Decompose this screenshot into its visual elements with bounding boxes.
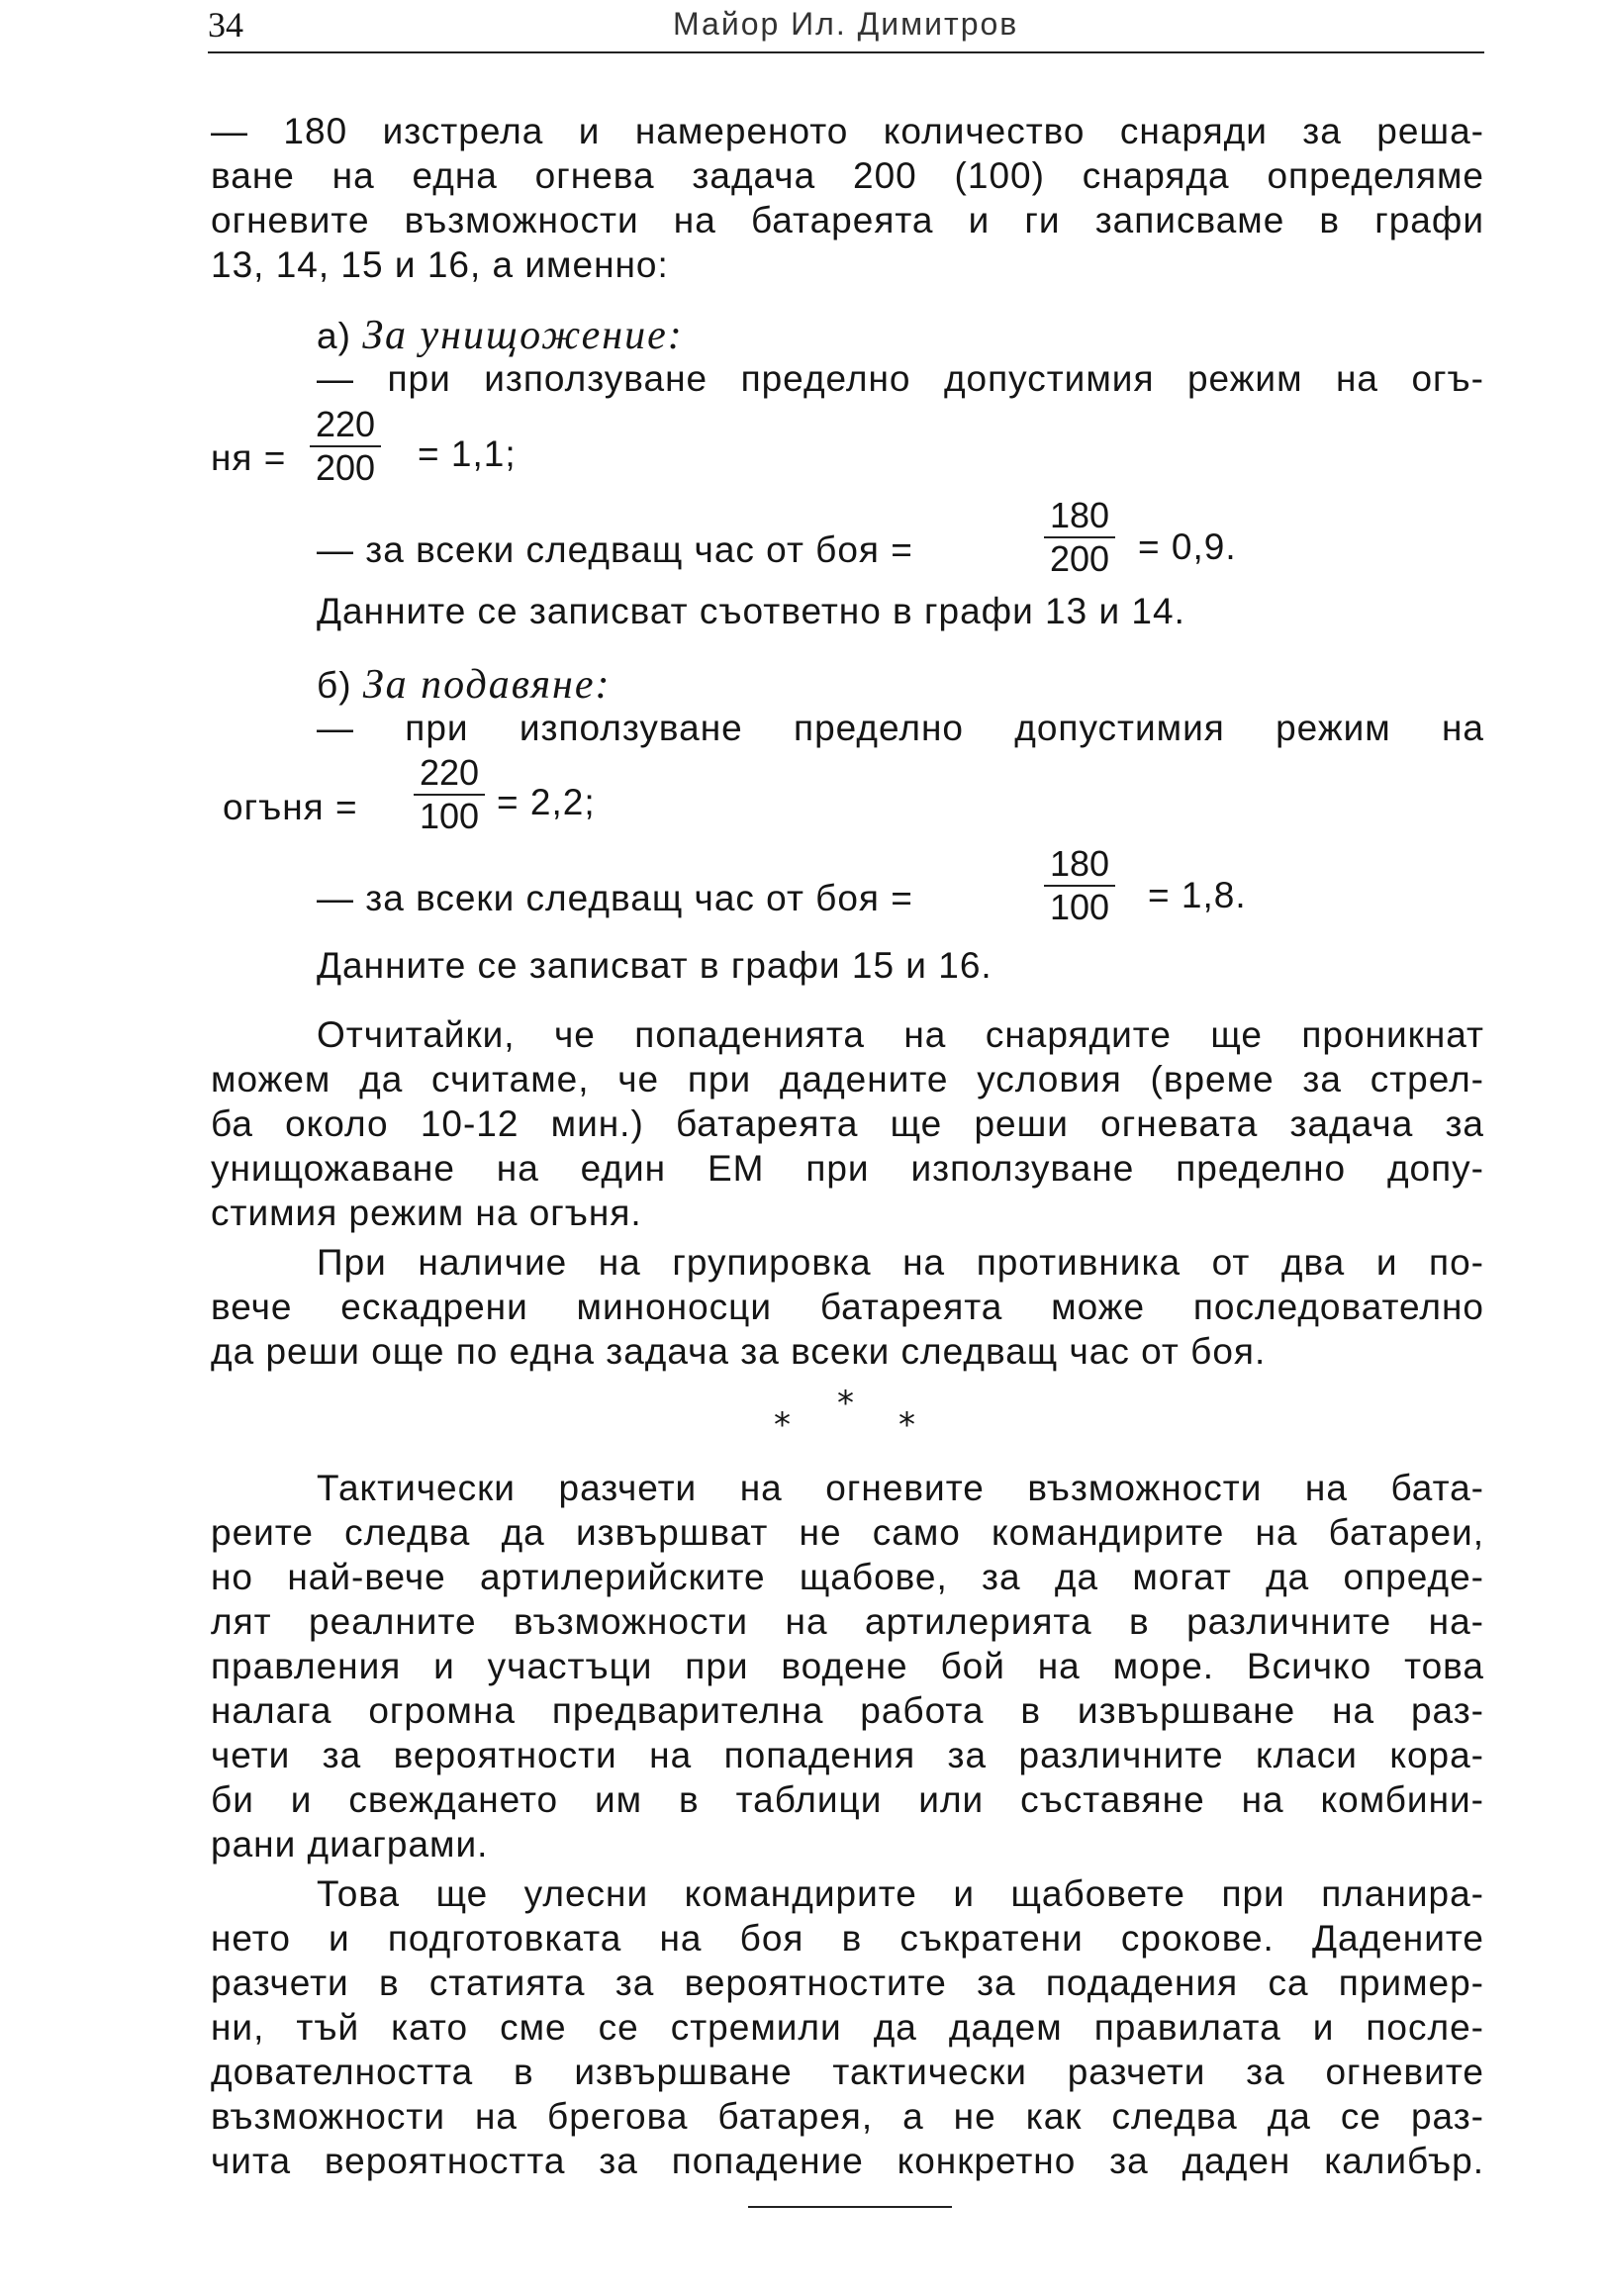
separator-star: * [898,1405,915,1445]
section-a-title: За унищожение: [362,313,684,358]
section-b-letter: б) [317,665,352,706]
formula-result: = 0,9. [1138,526,1237,567]
section-b-title: За подавяне: [362,662,612,708]
text-line: ване на една огнева задача 200 (100) снаряда определяме [211,155,1484,196]
fraction-numerator: 180 [1050,495,1110,535]
text-line: но най-вече артилерийските щабове, за да могат да опреде- [211,1557,1484,1597]
section-a-letter: а) [317,316,351,356]
text-line: правления и участъци при водене бой на море. Всичко това [211,1646,1484,1686]
separator-star: * [837,1384,854,1423]
page-header [208,4,1484,53]
fraction-numerator: 220 [316,404,376,444]
separator-star: * [774,1405,791,1445]
text-line: — 180 изстрела и намереното количество снаряди за реша- [211,111,1484,151]
text-line: нето и подготовката на боя в съкратени срокове. Дадените [211,1918,1484,1959]
fraction-denominator: 200 [310,445,381,489]
formula-prefix: ня = [211,437,287,478]
text-line: реите следва да извършват не само командирите на батареи, [211,1512,1484,1553]
formula-prefix: — за всеки следващ час от боя = [317,529,913,570]
text-line: да реши още по една задача за всеки следващ час от боя. [211,1331,1267,1372]
text-line: ба около 10-12 мин.) батареята ще реши огневата задача за [211,1103,1484,1144]
running-title: Майор Ил. Димитров [673,6,1019,42]
text-line: ни, тъй като сме се стремили да дадем правилата и после- [211,2007,1484,2048]
text-line: унищожаване на един ЕМ при използуване пределно допу- [211,1148,1484,1189]
page-number: 34 [208,5,243,45]
formula-prefix: — за всеки следващ час от боя = [317,878,913,918]
text-line: лят реалните възможности на артилерията в различните на- [211,1601,1484,1642]
formula-prefix: огъня = [223,787,358,827]
text-line: Данните се записват съответно в графи 13 и 14. [317,591,1185,631]
fraction-b1 [414,752,485,837]
formula-result: = 2,2; [497,782,596,822]
fraction-b2 [1044,843,1115,928]
section-b-heading [317,661,611,709]
text-line: Отчитайки, че попаденията на снарядите ще проникнат [317,1014,1484,1055]
text-line: можем да считаме, че при дадените условия (време за стрел- [211,1059,1484,1100]
fraction-denominator: 100 [1044,885,1115,928]
text-line: Тактически разчети на огневите възможности на бата- [317,1468,1484,1508]
text-line: дователността в извършване тактически разчети за огневите [211,2052,1484,2092]
fraction-denominator: 200 [1044,536,1115,580]
formula-result: = 1,1; [418,433,517,474]
text-line: рани диаграми. [211,1824,489,1865]
text-line: разчети в статията за вероятностите за подадения са пример- [211,1962,1484,2003]
text-line: вече ескадрени миноносци батареята може последователно [211,1287,1484,1327]
text-line: би и свеждането им в таблици или съставяне на комбини- [211,1779,1484,1820]
formula-result: = 1,8. [1148,875,1247,915]
text-line: чети за вероятности на попадения за различните класи кора- [211,1735,1484,1775]
text-line: огневите възможности на батареята и ги записваме в графи [211,200,1484,240]
text-line: Това ще улесни командирите и щабовете при планира- [317,1873,1484,1914]
text-line: възможности на брегова батарея, а не как следва да се раз- [211,2096,1484,2137]
text-line: — при използуване пределно допустимия режим на огъ- [317,358,1484,399]
text-line: налага огромна предварителна работа в извършване на раз- [211,1690,1484,1731]
section-a-heading [317,312,684,359]
fraction-a2 [1044,495,1115,580]
text-line: При наличие на групировка на противника от два и по- [317,1242,1484,1283]
text-line: стимия режим на огъня. [211,1193,642,1233]
end-rule [748,2206,952,2208]
text-line: 13, 14, 15 и 16, а именно: [211,244,669,285]
text-line: Данните се записват в графи 15 и 16. [317,945,993,986]
fraction-numerator: 180 [1050,843,1110,884]
text-line: — при използуване пределно допустимия режим на [317,708,1484,748]
fraction-denominator: 100 [414,794,485,837]
fraction-a1 [310,404,381,489]
fraction-numerator: 220 [420,752,480,793]
text-line: чита вероятността за попадение конкретно за даден калибър. [211,2141,1484,2181]
